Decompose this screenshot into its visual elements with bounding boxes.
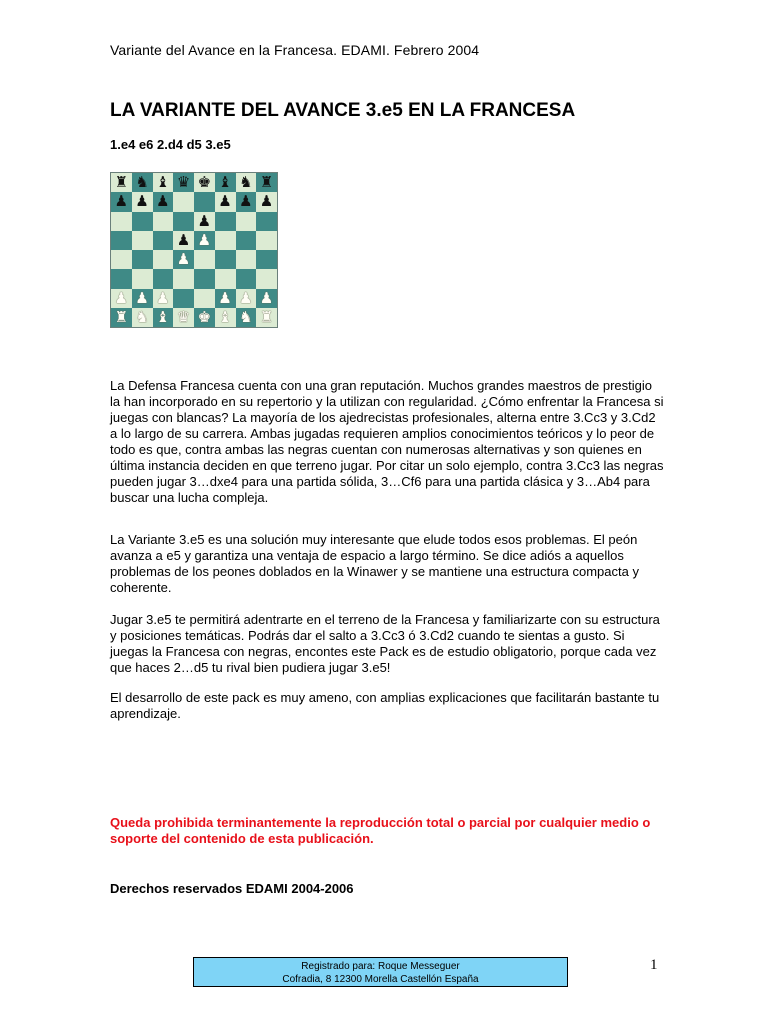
board-square [111,192,132,211]
black-bishop-icon: ♝ [218,173,232,192]
board-square [111,173,132,192]
board-square [236,192,257,211]
black-pawn-icon: ♟ [114,192,129,211]
board-square [194,308,215,327]
board-square [256,269,277,288]
board-square [132,269,153,288]
white-king-icon: ♚ [197,307,212,326]
paragraph-intro: La Defensa Francesa cuenta con una gran reputación. Muchos grandes maestros de prestigio la han incorporado en su repertorio y la utilizan con regularidad. ¿Cómo enfrentar la Francesa si juegas con blancas? La mayoría de los ajedrecistas profesionales, alterna entre 3.Cc3 y 3.Cd2 a lo largo de su carrera. Ambas jugadas requieren amplios conocimientos teóricos y lo peor de todo es que, contra ambas las negras cuentan con numerosas alternativas y son quienes en última instancia deciden en que terreno jugar. Por citar un solo ejemplo, contra 3.Cc3 las negras pueden jugar 3…dxe4 para una partida sólida, 3…Cf6 para una partida clásica y 3…Ab4 para buscar una lucha compleja. [110,378,664,505]
board-square [256,192,277,211]
white-pawn-icon: ♟ [135,288,149,307]
board-square [194,212,215,231]
white-rook-icon: ♜ [114,307,129,326]
board-square [215,250,236,269]
board-square [173,269,194,288]
board-square [173,289,194,308]
white-pawn-icon: ♟ [218,288,232,307]
board-square [173,231,194,250]
white-knight-icon: ♞ [135,307,149,326]
board-square [153,250,174,269]
board-square [132,173,153,192]
board-square [194,173,215,192]
board-square [215,212,236,231]
white-pawn-icon: ♟ [156,288,170,307]
white-bishop-icon: ♝ [218,307,232,326]
document-title: LA VARIANTE DEL AVANCE 3.e5 EN LA FRANCESA [110,100,576,121]
board-square [132,289,153,308]
white-pawn-icon: ♟ [259,288,274,307]
board-square [173,173,194,192]
black-pawn-icon: ♟ [197,211,212,230]
black-knight-icon: ♞ [239,173,253,192]
rights-notice: Derechos reservados EDAMI 2004-2006 [110,881,354,896]
board-square [111,308,132,327]
opening-moves: 1.e4 e6 2.d4 d5 3.e5 [110,137,231,152]
board-square [215,308,236,327]
board-square [236,250,257,269]
black-pawn-icon: ♟ [156,192,170,211]
board-square [256,212,277,231]
black-pawn-icon: ♟ [218,192,232,211]
copyright-warning: Queda prohibida terminantemente la reproducción total o parcial por cualquier medio o soporte del contenido de esta publicación. [110,815,651,846]
white-pawn-icon: ♟ [239,288,253,307]
board-square [236,308,257,327]
board-square [236,212,257,231]
board-square [132,231,153,250]
white-pawn-icon: ♟ [197,230,212,249]
board-square [111,269,132,288]
board-square [256,250,277,269]
board-square [215,269,236,288]
board-square [236,269,257,288]
black-king-icon: ♚ [197,173,212,192]
board-square [153,173,174,192]
black-pawn-icon: ♟ [239,192,253,211]
black-pawn-icon: ♟ [259,192,274,211]
board-square [194,269,215,288]
white-pawn-icon: ♟ [176,250,191,269]
board-square [111,212,132,231]
white-bishop-icon: ♝ [156,307,170,326]
board-square [236,173,257,192]
board-square [173,192,194,211]
board-square [215,173,236,192]
white-pawn-icon: ♟ [114,288,129,307]
board-square [194,192,215,211]
registration-line-2: Cofradia, 8 12300 Morella Castellón España [282,974,479,985]
board-square [153,289,174,308]
board-square [111,250,132,269]
board-square [236,231,257,250]
board-square [215,231,236,250]
black-rook-icon: ♜ [114,173,129,192]
white-queen-icon: ♛ [176,307,191,326]
board-square [132,250,153,269]
registration-line-1: Registrado para: Roque Messeguer [301,961,460,972]
board-square [111,289,132,308]
registration-box [193,957,568,987]
white-knight-icon: ♞ [239,307,253,326]
board-square [173,212,194,231]
board-square [111,231,132,250]
board-square [153,231,174,250]
page-number: 1 [650,957,658,973]
black-queen-icon: ♛ [176,173,191,192]
black-pawn-icon: ♟ [135,192,149,211]
board-square [215,192,236,211]
board-square [256,173,277,192]
board-square [153,192,174,211]
board-square [132,308,153,327]
board-square [256,289,277,308]
black-pawn-icon: ♟ [176,230,191,249]
paragraph-solution: La Variante 3.e5 es una solución muy interesante que elude todos esos problemas. El peón avanza a e5 y garantiza una ventaja de espacio a largo término. Se dice adiós a aquellos problemas de los peones doblados en la Winawer y se mantiene una estructura compacta y coherente. [110,532,639,595]
white-rook-icon: ♜ [259,307,274,326]
board-square [256,231,277,250]
board-square [236,289,257,308]
board-square [194,231,215,250]
paragraph-study: Jugar 3.e5 te permitirá adentrarte en el terreno de la Francesa y familiarizarte con su estructura y posiciones temáticas. Podrás dar el salto a 3.Cc3 ó 3.Cd2 cuando te sientas a gusto. Si juegas la Francesa con negras, encontes este Pack es de estudio obligatorio, porque cada vez que haces 2…d5 tu rival bien pudiera jugar 3.e5! [110,612,660,675]
chess-board [110,172,278,328]
board-square [153,269,174,288]
board-square [173,308,194,327]
board-square [215,289,236,308]
board-square [153,212,174,231]
chess-board-grid [111,173,277,327]
board-square [132,212,153,231]
black-knight-icon: ♞ [135,173,149,192]
paragraph-development: El desarrollo de este pack es muy ameno, con amplias explicaciones que facilitarán bastante tu aprendizaje. [110,690,660,721]
board-square [153,308,174,327]
black-bishop-icon: ♝ [156,173,170,192]
board-square [173,250,194,269]
board-square [256,308,277,327]
board-square [194,250,215,269]
board-square [194,289,215,308]
black-rook-icon: ♜ [259,173,274,192]
board-square [132,192,153,211]
running-header: Variante del Avance en la Francesa. EDAMI. Febrero 2004 [110,42,480,58]
